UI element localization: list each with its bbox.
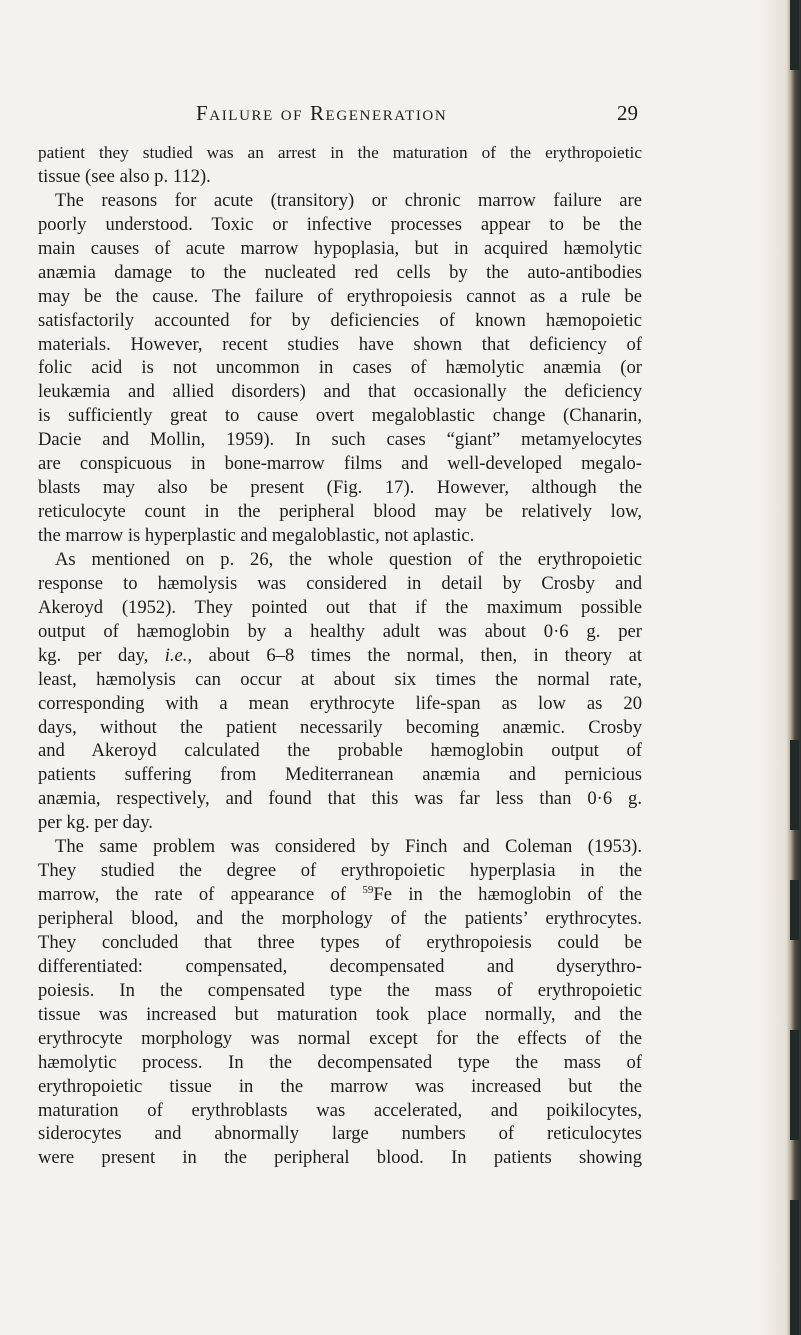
text-line: leukæmia and allied disorders) and that occasionally the deficiency — [38, 381, 642, 403]
text-line: and Akeroyd calculated the probable hæmoglobin output of — [38, 740, 642, 762]
text-line: blasts may also be present (Fig. 17). However, although the — [38, 477, 642, 499]
text-line: patients suffering from Mediterranean anæmia and pernicious — [38, 764, 642, 786]
text-line: corresponding with a mean erythrocyte life-span as low as 20 — [38, 692, 642, 714]
text-line: They concluded that three types of erythropoiesis could be — [38, 931, 642, 953]
text-line: marrow, the rate of appearance of $^{59}$Fe in the hæmoglobin of the — [38, 883, 643, 906]
text-line: The reasons for acute (transitory) or chronic marrow failure are — [55, 189, 642, 211]
text-line: per kg. per day. — [38, 812, 153, 834]
text-line: anæmia damage to the nucleated red cells by the auto-antibodies — [38, 261, 642, 283]
running-title: Failure of Regeneration — [196, 101, 448, 125]
text-line: materials. However, recent studies have shown that deficiency of — [38, 333, 642, 355]
text-line: Akeroyd (1952). They pointed out that if the maximum possible — [38, 596, 642, 618]
text-line: the marrow is hyperplastic and megaloblastic, not aplastic. — [38, 525, 475, 546]
text-line: satisfactorily accounted for by deficiencies of known hæmopoietic — [38, 309, 642, 331]
text-line: patient they studied was an arrest in the maturation of the erythropoietic — [38, 143, 642, 162]
text-line: poiesis. In the compensated type the mass of erythropoietic — [38, 979, 642, 1001]
edge-mark — [790, 1030, 799, 1140]
text-line: least, hæmolysis can occur at about six times the normal rate, — [38, 668, 642, 690]
text-line: erythrocyte morphology was normal except for the effects of the — [38, 1027, 642, 1049]
text-line: hæmolytic process. In the decompensated type the mass of — [38, 1051, 642, 1073]
text-line: They studied the degree of erythropoietic hyperplasia in the — [38, 860, 642, 882]
text-line: The same problem was considered by Finch and Coleman (1953). — [55, 836, 642, 858]
text-line: is sufficiently great to cause overt megaloblastic change (Chanarin, — [38, 405, 642, 427]
edge-mark — [790, 1200, 799, 1335]
text-line: As mentioned on p. 26, the whole question of the erythropoietic — [55, 548, 642, 570]
text-line: differentiated: compensated, decompensated and dyserythro- — [38, 955, 642, 977]
text-line: kg. per day, i.e., about 6–8 times the normal, then, in theory at — [38, 644, 643, 666]
text-line: folic acid is not uncommon in cases of hæmolytic anæmia (or — [38, 357, 642, 379]
edge-mark — [790, 740, 799, 830]
text-line: siderocytes and abnormally large numbers of reticulocytes — [38, 1123, 642, 1145]
text-line: peripheral blood, and the morphology of the patients’ erythrocytes. — [38, 908, 642, 929]
binding-shadow — [760, 0, 786, 1335]
text-line: output of hæmoglobin by a healthy adult was about 0·6 g. per — [38, 620, 642, 642]
page-number: 29 — [617, 101, 638, 125]
text-line: erythropoietic tissue in the marrow was increased but the — [38, 1075, 642, 1097]
text-line: poorly understood. Toxic or infective processes appear to be the — [38, 213, 642, 235]
text-line: are conspicuous in bone-marrow films and well-developed megalo- — [38, 453, 642, 475]
text-line: may be the cause. The failure of erythropoiesis cannot as a rule be — [38, 285, 642, 307]
text-line: anæmia, respectively, and found that this was far less than 0·6 g. — [38, 788, 642, 810]
page-edge-strip — [786, 0, 801, 1335]
text-line: tissue (see also p. 112). — [38, 165, 211, 187]
edge-mark — [790, 0, 799, 70]
text-line: main causes of acute marrow hypoplasia, but in acquired hæmolytic — [38, 237, 642, 259]
running-header — [196, 101, 638, 131]
text-line: maturation of erythroblasts was accelerated, and poikilocytes, — [38, 1099, 642, 1121]
edge-mark — [790, 880, 799, 940]
text-line: response to hæmolysis was considered in detail by Crosby and — [38, 572, 642, 594]
text-line: were present in the peripheral blood. In patients showing — [38, 1147, 642, 1169]
text-line: Dacie and Mollin, 1959). In such cases “giant” metamyelocytes — [38, 429, 642, 451]
text-line: days, without the patient necessarily becoming anæmic. Crosby — [38, 716, 642, 738]
text-line: reticulocyte count in the peripheral blood may be relatively low, — [38, 501, 642, 523]
text-line: tissue was increased but maturation took place normally, and the — [38, 1003, 642, 1025]
body-text — [38, 141, 642, 1170]
